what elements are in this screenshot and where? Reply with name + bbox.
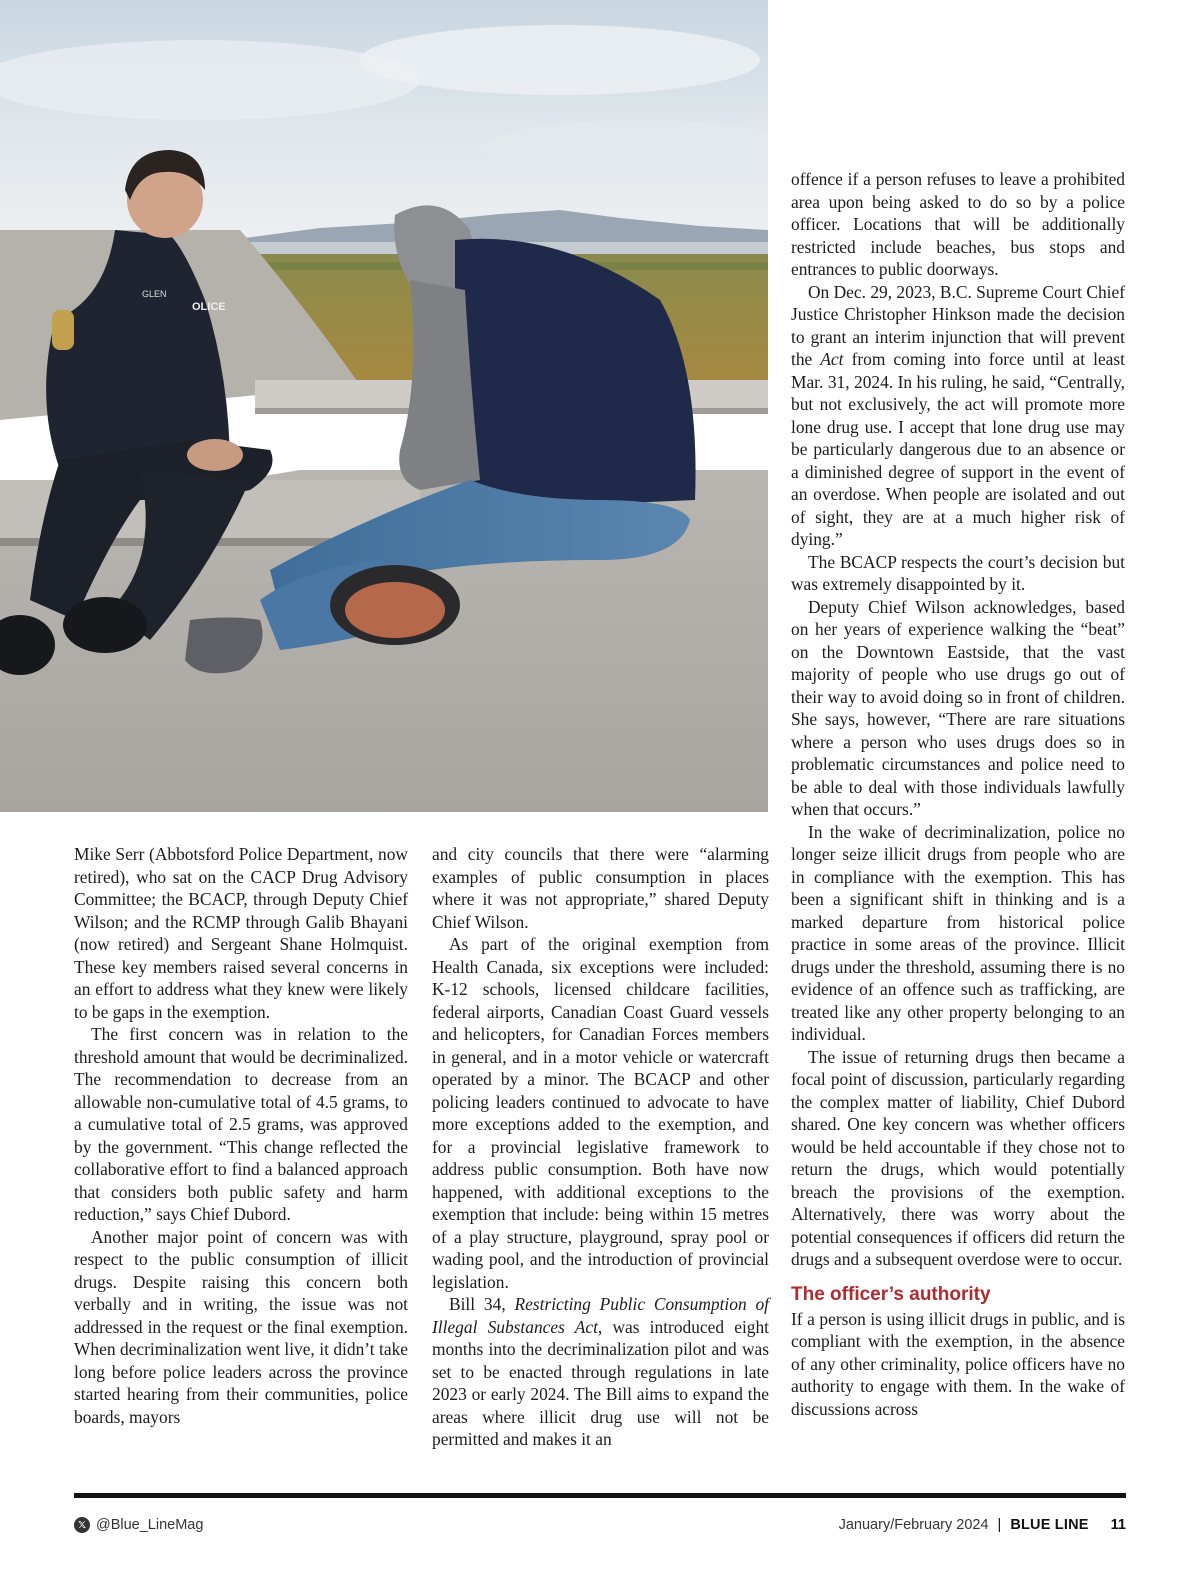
x-logo-icon: 𝕏 <box>74 1517 90 1533</box>
body-paragraph: Another major point of concern was with respect to the public consumption of illicit drugs. Despite raising this concern both verbally and in writing, the issue was not addressed in the request or the final exemption. When decriminalization went live, it didn’t take long before police leaders across the province started hearing from their communities, police boards, mayors <box>74 1226 408 1427</box>
body-paragraph: Mike Serr (Abbotsford Police Department, now retired), who sat on the CACP Drug Advisory Committee; the BCACP, through Deputy Chief Wilson; and the RCMP through Galib Bhayani (now retired) and Sergeant Shane Holmquist. These key members raised several concerns in an effort to address what they knew were likely to be gaps in the exemption. <box>74 844 408 1022</box>
body-paragraph: As part of the original exemption from Health Canada, six exceptions were included: K-12 schools, licensed childcare facilities, federal airports, Canadian Coast Guard vessels and helicopters, for Canadian Forces members in general, and in a motor vehicle or watercraft operated by a minor. The BCACP and other policing leaders continued to advocate to have more exceptions added to the exemption, and for a provincial legislative framework to address public consumption. Both have now happened, with additional exceptions to the exemption that include: being within 15 metres of a play structure, playground, spray pool or wading pool, and the introduction of provincial legislation. <box>432 934 769 1292</box>
body-paragraph: offence if a person refuses to leave a prohibited area upon being asked to do so by a police officer. Locations that will be additionally restricted include beaches, bus stops and entrances to public doorways. <box>791 169 1125 279</box>
body-paragraph <box>791 281 1125 551</box>
body-paragraph: If a person is using illicit drugs in public, and is compliant with the exemption, in the absence of any other criminality, police officers have no authority to engage with them. In the wake of discussions across <box>791 1308 1125 1419</box>
page-number: 11 <box>1110 1517 1126 1533</box>
body-paragraph: and city councils that there were “alarming examples of public consumption in places where it was not appropriate,” shared Deputy Chief Wilson. <box>432 844 769 932</box>
body-paragraph: Deputy Chief Wilson acknowledges, based on her years of experience walking the “beat” on the Downtown Eastside, that the vast majority of people who use drugs go out of their way to avoid doing so in front of children. She says, however, “There are rare situations where a person who uses drugs does so in problematic circumstances and police need to be able to deal with those individuals lawfully when that occurs.” <box>791 596 1125 819</box>
body-paragraph: The issue of returning drugs then became a focal point of discussion, particularly regarding the complex matter of liability, Chief Dubord shared. One key concern was whether officers would be held accountable if they chose not to return the drugs, which would potentially breach the provisions of the exemption. Alternatively, there was worry about the potential consequences if officers did return the drugs and a subsequent overdose were to occur. <box>791 1046 1125 1269</box>
text-run: , was introduced eight months into the decriminalization pilot and was set to be enacted through regulations in late 2023 or early 2024. The Bill aims to expand the areas where illicit drug use will not be permitted and makes it an <box>432 1316 770 1449</box>
magazine-name: BLUE LINE <box>1010 1517 1089 1533</box>
page-footer <box>74 1517 1126 1537</box>
issue-date: January/February 2024 <box>838 1517 989 1533</box>
social-handle[interactable] <box>74 1517 203 1533</box>
text-run: from coming into force until at least Mar. 31, 2024. In his ruling, he said, “Centrally, but not exclusively, the act will promote more lone drug use. I accept that lone drug use may be particularly dangerous due to an absence or a diminished degree of support in the event of an overdose. When people are isolated and out of sight, they are at a much higher risk of dying.” <box>791 349 1125 549</box>
article-photo <box>0 0 768 812</box>
body-paragraph: The BCACP respects the court’s decision but was extremely disappointed by it. <box>791 551 1125 594</box>
body-paragraph: In the wake of decriminalization, police no longer seize illicit drugs from people who are in compliance with the exemption. This has been a significant shift in thinking and is a marked departure from historical police practice in some areas of the province. Illicit drugs under the threshold, assuming there is no evidence of an offence such as trafficking, are treated like any other property belonging to an individual. <box>791 821 1125 1044</box>
article-column-2 <box>432 843 769 1451</box>
police-patch: OLICE <box>192 301 226 313</box>
article-column-3 <box>791 168 1125 1420</box>
footer-rule <box>74 1493 1126 1498</box>
act-title: Act <box>820 349 844 369</box>
section-subhead: The officer’s authority <box>791 1283 991 1305</box>
body-paragraph: The first concern was in relation to the threshold amount that would be decriminalized. The recommendation to decrease from an allowable non-cumulative total of 4.5 grams, to a cumulative total of 2.5 grams, was approved by the government. “This change reflected the collaborative effort to find a balanced approach that considers both public safety and harm reduction,” says Chief Dubord. <box>74 1024 408 1224</box>
social-handle-text: @Blue_LineMag <box>96 1517 204 1533</box>
text-run: Bill 34, <box>449 1294 515 1314</box>
bill-title: Restricting Public Consumption of Illegal Substances Act <box>432 1294 769 1337</box>
issue-info <box>839 1517 1126 1533</box>
article-column-1 <box>74 843 408 1428</box>
body-paragraph <box>432 1293 769 1451</box>
footer-separator: | <box>997 1517 1002 1533</box>
text-run: On Dec. 29, 2023, B.C. Supreme Court Chief Justice Christopher Hinkson made the decision to grant an interim injunction that will prevent the <box>791 281 1125 369</box>
name-patch: GLEN <box>142 289 167 299</box>
